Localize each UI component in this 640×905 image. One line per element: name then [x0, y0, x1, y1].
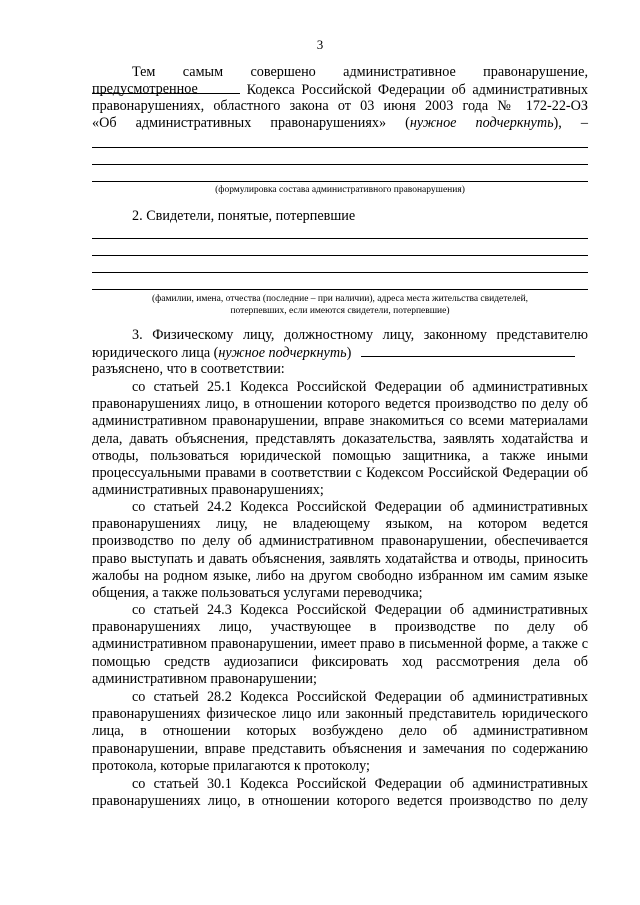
- article-24-3-paragraph: со статьей 24.3 Кодекса Российской Федерации об административных правонарушениях лицо, участвующее в производстве по делу об административном правонарушении, имеет право в письменной форме, а также с помощью средств аудиозаписи фиксировать ход рассмотрения дела об административном правонарушении;: [92, 602, 588, 687]
- blank-line[interactable]: [92, 164, 588, 165]
- page-number: 3: [316, 37, 324, 52]
- rights-intro-post: ): [346, 345, 352, 361]
- blank-line[interactable]: [92, 289, 588, 290]
- witnesses-heading: 2. Свидетели, понятые, потерпевшие: [132, 208, 356, 224]
- blank-article-field[interactable]: [92, 81, 240, 94]
- blank-line[interactable]: [92, 181, 588, 182]
- violation-caption: (формулировка состава административного правонарушения): [215, 185, 465, 195]
- article-25-1-paragraph: со статьей 25.1 Кодекса Российской Федерации об административных правонарушениях лицо, в отношении которого ведется производство по делу об административном правонарушении, вправе знакомиться со всеми материалами дела, давать объяснения, представлять доказательства, заявлять ходатайства и отводы, пользоваться юридической помощью защитника, а также иными процессуальными правами в соответствии с Кодексом Российской Федерации об административных правонарушениях;: [92, 379, 588, 499]
- blank-line[interactable]: [92, 147, 588, 148]
- rights-intro-pre: юридического лица (: [92, 345, 219, 361]
- violation-line-2-text: Кодекса Российской Федерации об административных: [246, 82, 589, 98]
- blank-line[interactable]: [92, 255, 588, 256]
- witnesses-caption-1: (фамилии, имена, отчества (последние – при наличии), адреса места жительства свидетелей,: [151, 294, 529, 304]
- blank-line[interactable]: [92, 272, 588, 273]
- article-30-1-paragraph: со статьей 30.1 Кодекса Российской Федерации об административных правонарушениях лицо, в отношении которого ведется производство по делу: [92, 776, 588, 810]
- violation-line-2: [92, 81, 588, 99]
- rights-intro-line-1: 3. Физическому лицу, должностному лицу, законному представителю: [132, 327, 588, 343]
- violation-line-1: Тем самым совершено административное правонарушение, предусмотренное: [92, 64, 588, 98]
- blank-representative-field[interactable]: [361, 344, 575, 357]
- witnesses-caption-2: потерпевших, если имеются свидетели, потерпевшие): [230, 306, 450, 316]
- article-24-2-paragraph: со статьей 24.2 Кодекса Российской Федерации об административных правонарушениях лицу, не владеющему языком, на котором ведется производство по делу об административном правонарушении, обеспечивается право выступать и давать объяснения, заявлять ходатайства и отводы, приносить жалобы на родном языке, либо на другом свободно избранном им самим языке общения, а также пользоваться услугами переводчика;: [92, 499, 588, 602]
- violation-line-4-pre: «Об административных правонарушениях» (: [92, 115, 410, 131]
- violation-line-4: [92, 115, 588, 132]
- violation-line-3: правонарушениях, областного закона от 03 июня 2003 года № 172-22-ОЗ: [92, 98, 588, 114]
- blank-line[interactable]: [92, 238, 588, 239]
- violation-line-4-post: ), –: [553, 115, 588, 131]
- underline-hint: нужное подчеркнуть: [218, 345, 347, 361]
- article-28-2-paragraph: со статьей 28.2 Кодекса Российской Федерации об административных правонарушениях физическое лицо или законный представитель юридического лица, в отношении которых возбуждено дело об административном правонарушении, вправе представить объяснения и замечания по содержанию протокола, которые прилагаются к протоколу;: [92, 689, 588, 774]
- rights-intro-line-3: разъяснено, что в соответствии:: [92, 361, 285, 377]
- rights-intro-line-2: [92, 344, 588, 362]
- underline-hint: нужное подчеркнуть: [409, 115, 554, 131]
